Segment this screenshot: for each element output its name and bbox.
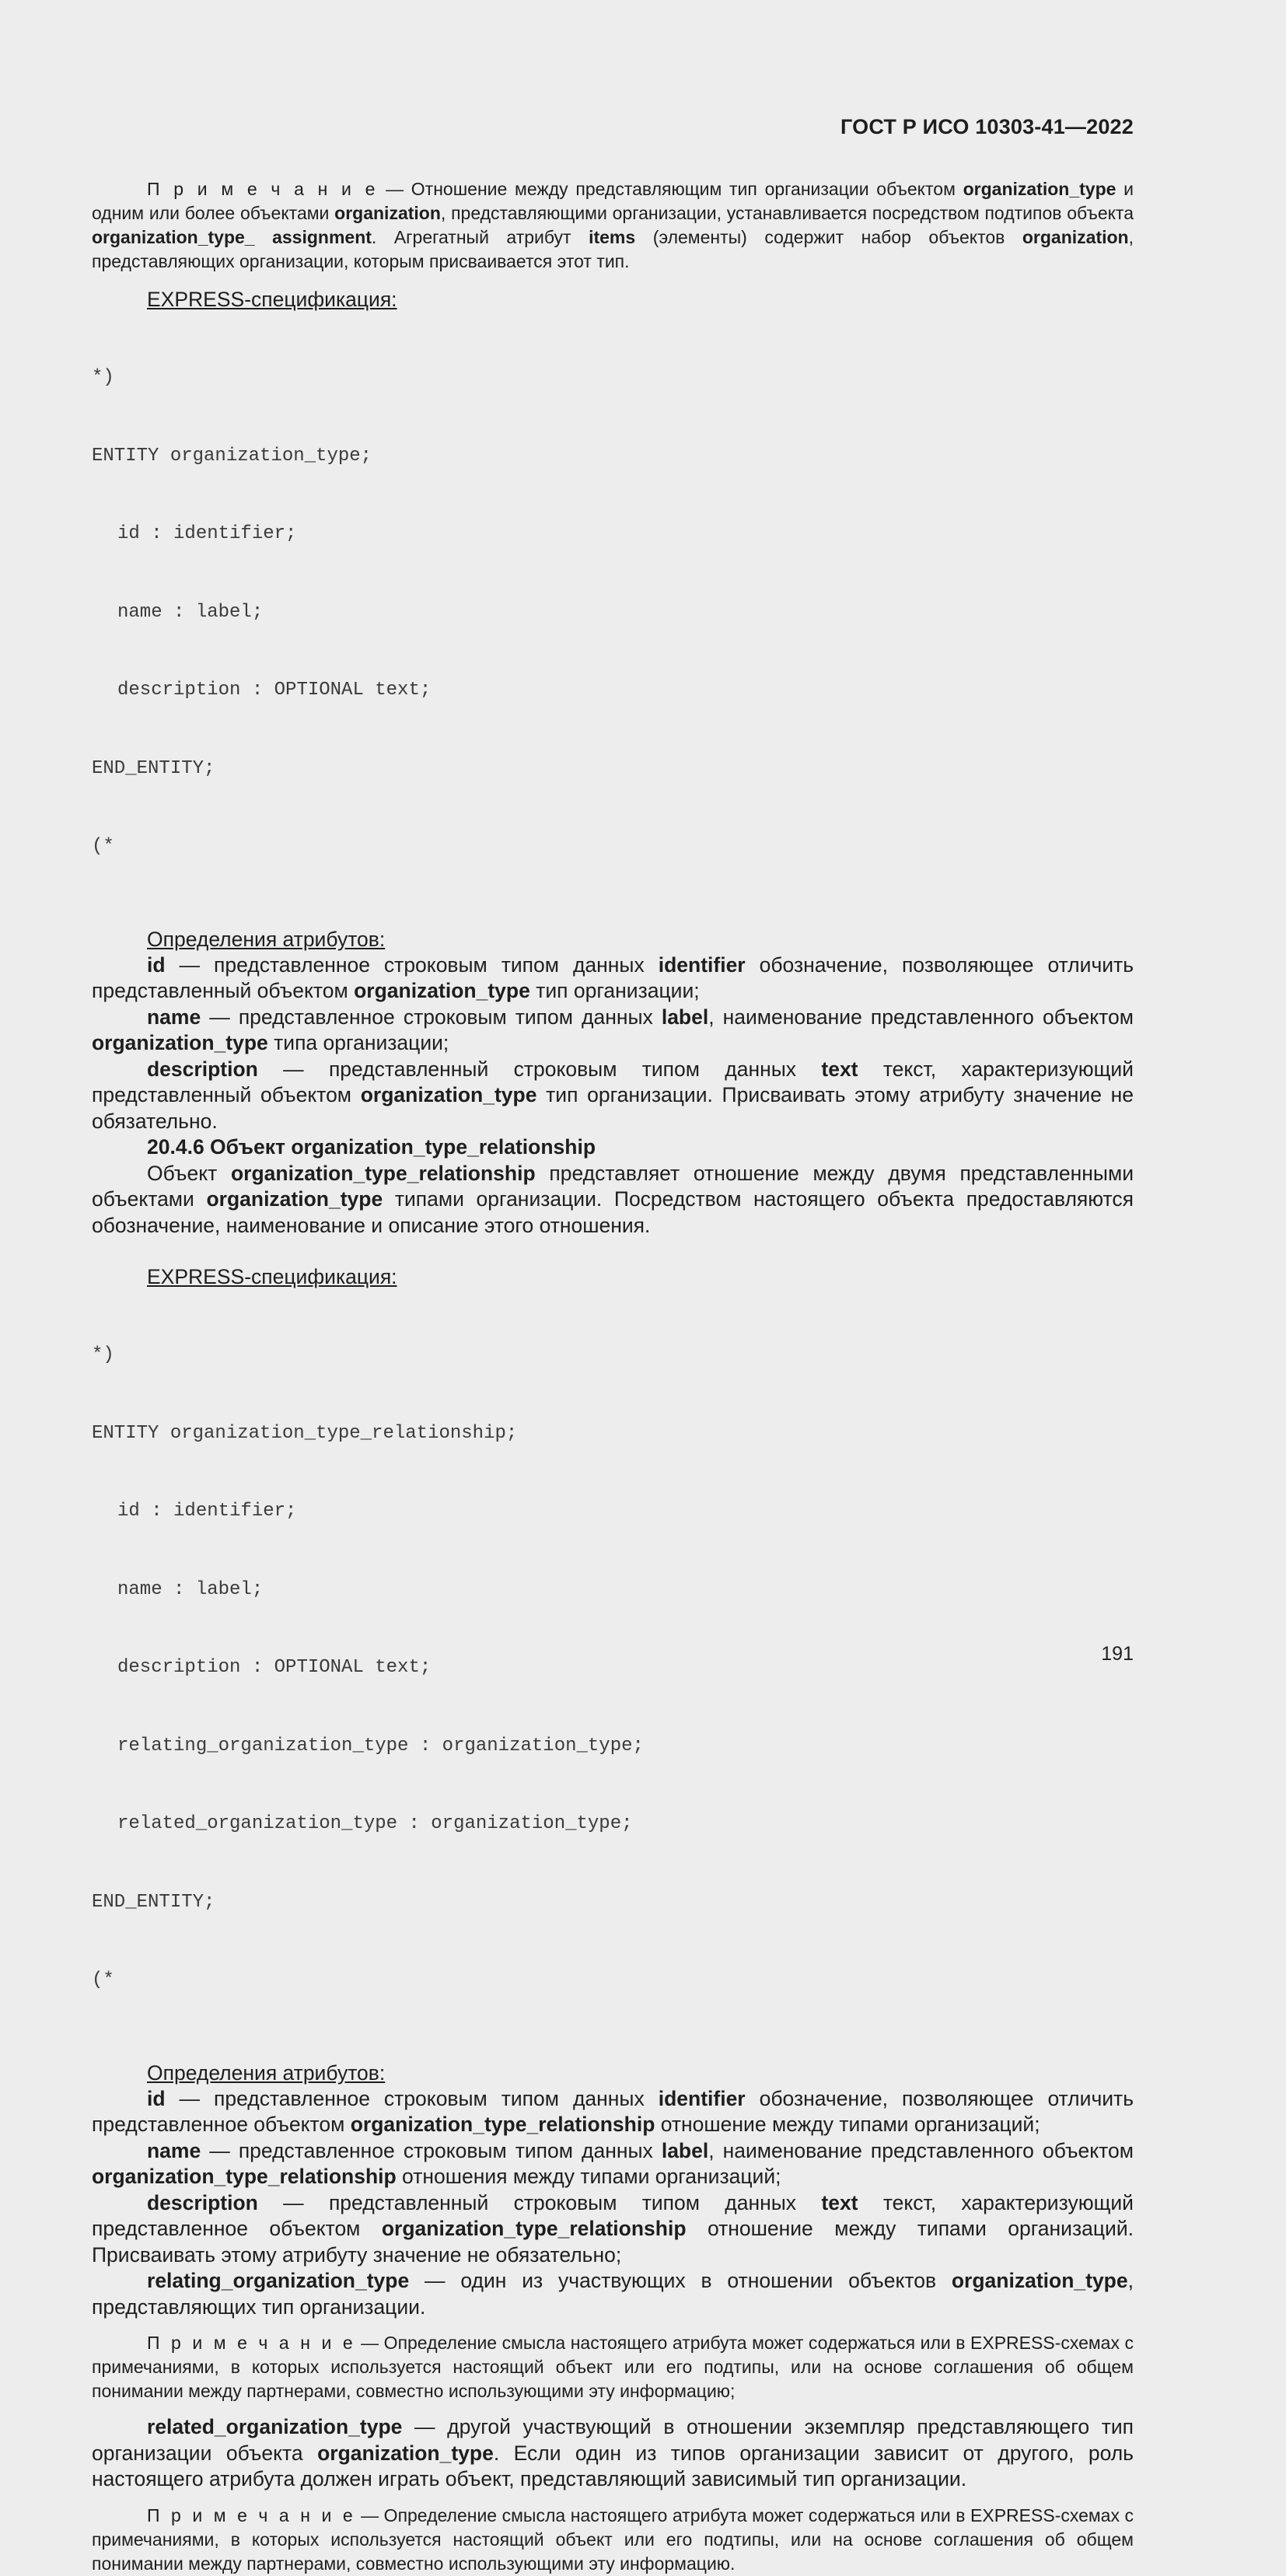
code-line: related_organization_type : organization_type;: [117, 1813, 633, 1834]
attribute-definitions-label: Определения атрибутов:: [147, 2060, 386, 2085]
code-line: (*: [92, 1970, 114, 1991]
code-line: END_ENTITY;: [92, 757, 215, 779]
attr-def-id: id — представленное строковым типом данных identifier обозначение, позволяющее отличить представленный объектом organization_type тип организации;: [92, 952, 1134, 1002]
note-label: П р и м е ч а н и е: [147, 2333, 356, 2353]
express-spec-label: EXPRESS-спецификация:: [147, 1265, 397, 1288]
document-page: [92, 0, 1134, 2574]
document-code-header: ГОСТ Р ИСО 10303-41—2022: [840, 115, 1134, 138]
express-code-organization-type-relationship: [92, 1290, 1134, 2046]
code-line: description : OPTIONAL text;: [117, 680, 432, 701]
attr-def-relating-organization-type: relating_organization_type — один из участвующих в отношении объектов organization_type, представляющих тип организации.: [92, 2269, 1134, 2319]
section-paragraph: Объект organization_type_relationship представляет отношение между двумя представленными объектами organization_type типами организации. Посредством настоящего объекта предоставляются обозначение, наименование и описание этого отношения.: [92, 1161, 1134, 1237]
code-line: (*: [92, 836, 114, 857]
code-line: description : OPTIONAL text;: [117, 1657, 432, 1678]
attr-def-name: name — представленное строковым типом данных label, наименование представленного объектом organization_type_relationship отношения между типами организаций;: [92, 2138, 1134, 2188]
attribute-definitions-label: Определения атрибутов:: [147, 927, 386, 951]
attr-def-related-organization-type: related_organization_type — другой участвующий в отношении экземпляр представляющего тип организации объекта organization_type. Если один из типов организации зависит от другого, роль настоящего атрибута должен играть объект, представляющий зависимый тип организации.: [92, 2415, 1134, 2490]
code-line: ENTITY organization_type_relationship;: [92, 1422, 518, 1444]
note-label: П р и м е ч а н и е: [147, 179, 379, 199]
page-content: [92, 177, 1134, 2576]
code-line: id : identifier;: [117, 1501, 297, 1522]
code-line: relating_organization_type : organization_type;: [117, 1735, 644, 1756]
code-line: *): [92, 1344, 114, 1365]
code-line: id : identifier;: [117, 523, 297, 544]
note-organization-type: П р и м е ч а н и е — Отношение между представляющим тип организации объектом organization_type и одним или более объектами organization, представляющими организации, устанавливается посредством подтипов объекта organization_type_ assignment. Агрегатный атрибут items (элементы) содержит набор объектов organization, представляющих организации, которым присваивается этот тип.: [92, 179, 1134, 271]
attr-def-id: id — представленное строковым типом данных identifier обозначение, позволяющее отличить представленное объектом organization_type_relationship отношение между типами организаций;: [92, 2086, 1134, 2136]
attr-def-name: name — представленное строковым типом данных label, наименование представленного объектом organization_type типа организации;: [92, 1005, 1134, 1054]
express-spec-label: EXPRESS-спецификация:: [147, 288, 397, 311]
note-relating-attribute: П р и м е ч а н и е — Определение смысла настоящего атрибута может содержаться или в EXPRESS-схемах с примечаниями, в которых используется настоящий объект или его подтипы, или на основе соглашения об общем понимании между партнерами, совместно использующими эту информацию;: [92, 2333, 1134, 2401]
note-related-attribute: П р и м е ч а н и е — Определение смысла настоящего атрибута может содержаться или в EXPRESS-схемах с примечаниями, в которых используется настоящий объект или его подтипы, или на основе соглашения об общем понимании между партнерами, совместно использующими эту информацию.: [92, 2504, 1134, 2574]
code-line: *): [92, 367, 114, 388]
attr-def-description: description — представленный строковым типом данных text текст, характеризующий представленное объектом organization_type_relationship отношение между типами организаций. Присваивать этому атрибуту значение не обязательно;: [92, 2190, 1134, 2267]
page-number: 191: [1101, 1643, 1134, 1665]
code-line: END_ENTITY;: [92, 1891, 215, 1913]
code-line: ENTITY organization_type;: [92, 445, 372, 467]
code-line: name : label;: [117, 1578, 264, 1600]
code-line: name : label;: [117, 601, 264, 623]
section-heading: 20.4.6 Объект organization_type_relationship: [147, 1135, 596, 1159]
note-label: П р и м е ч а н и е: [147, 2504, 356, 2525]
attr-def-description: description — представленный строковым типом данных text текст, характеризующий представленный объектом organization_type тип организации. Присваивать этому атрибуту значение не обязательно.: [92, 1057, 1134, 1133]
express-code-organization-type: [92, 313, 1134, 912]
